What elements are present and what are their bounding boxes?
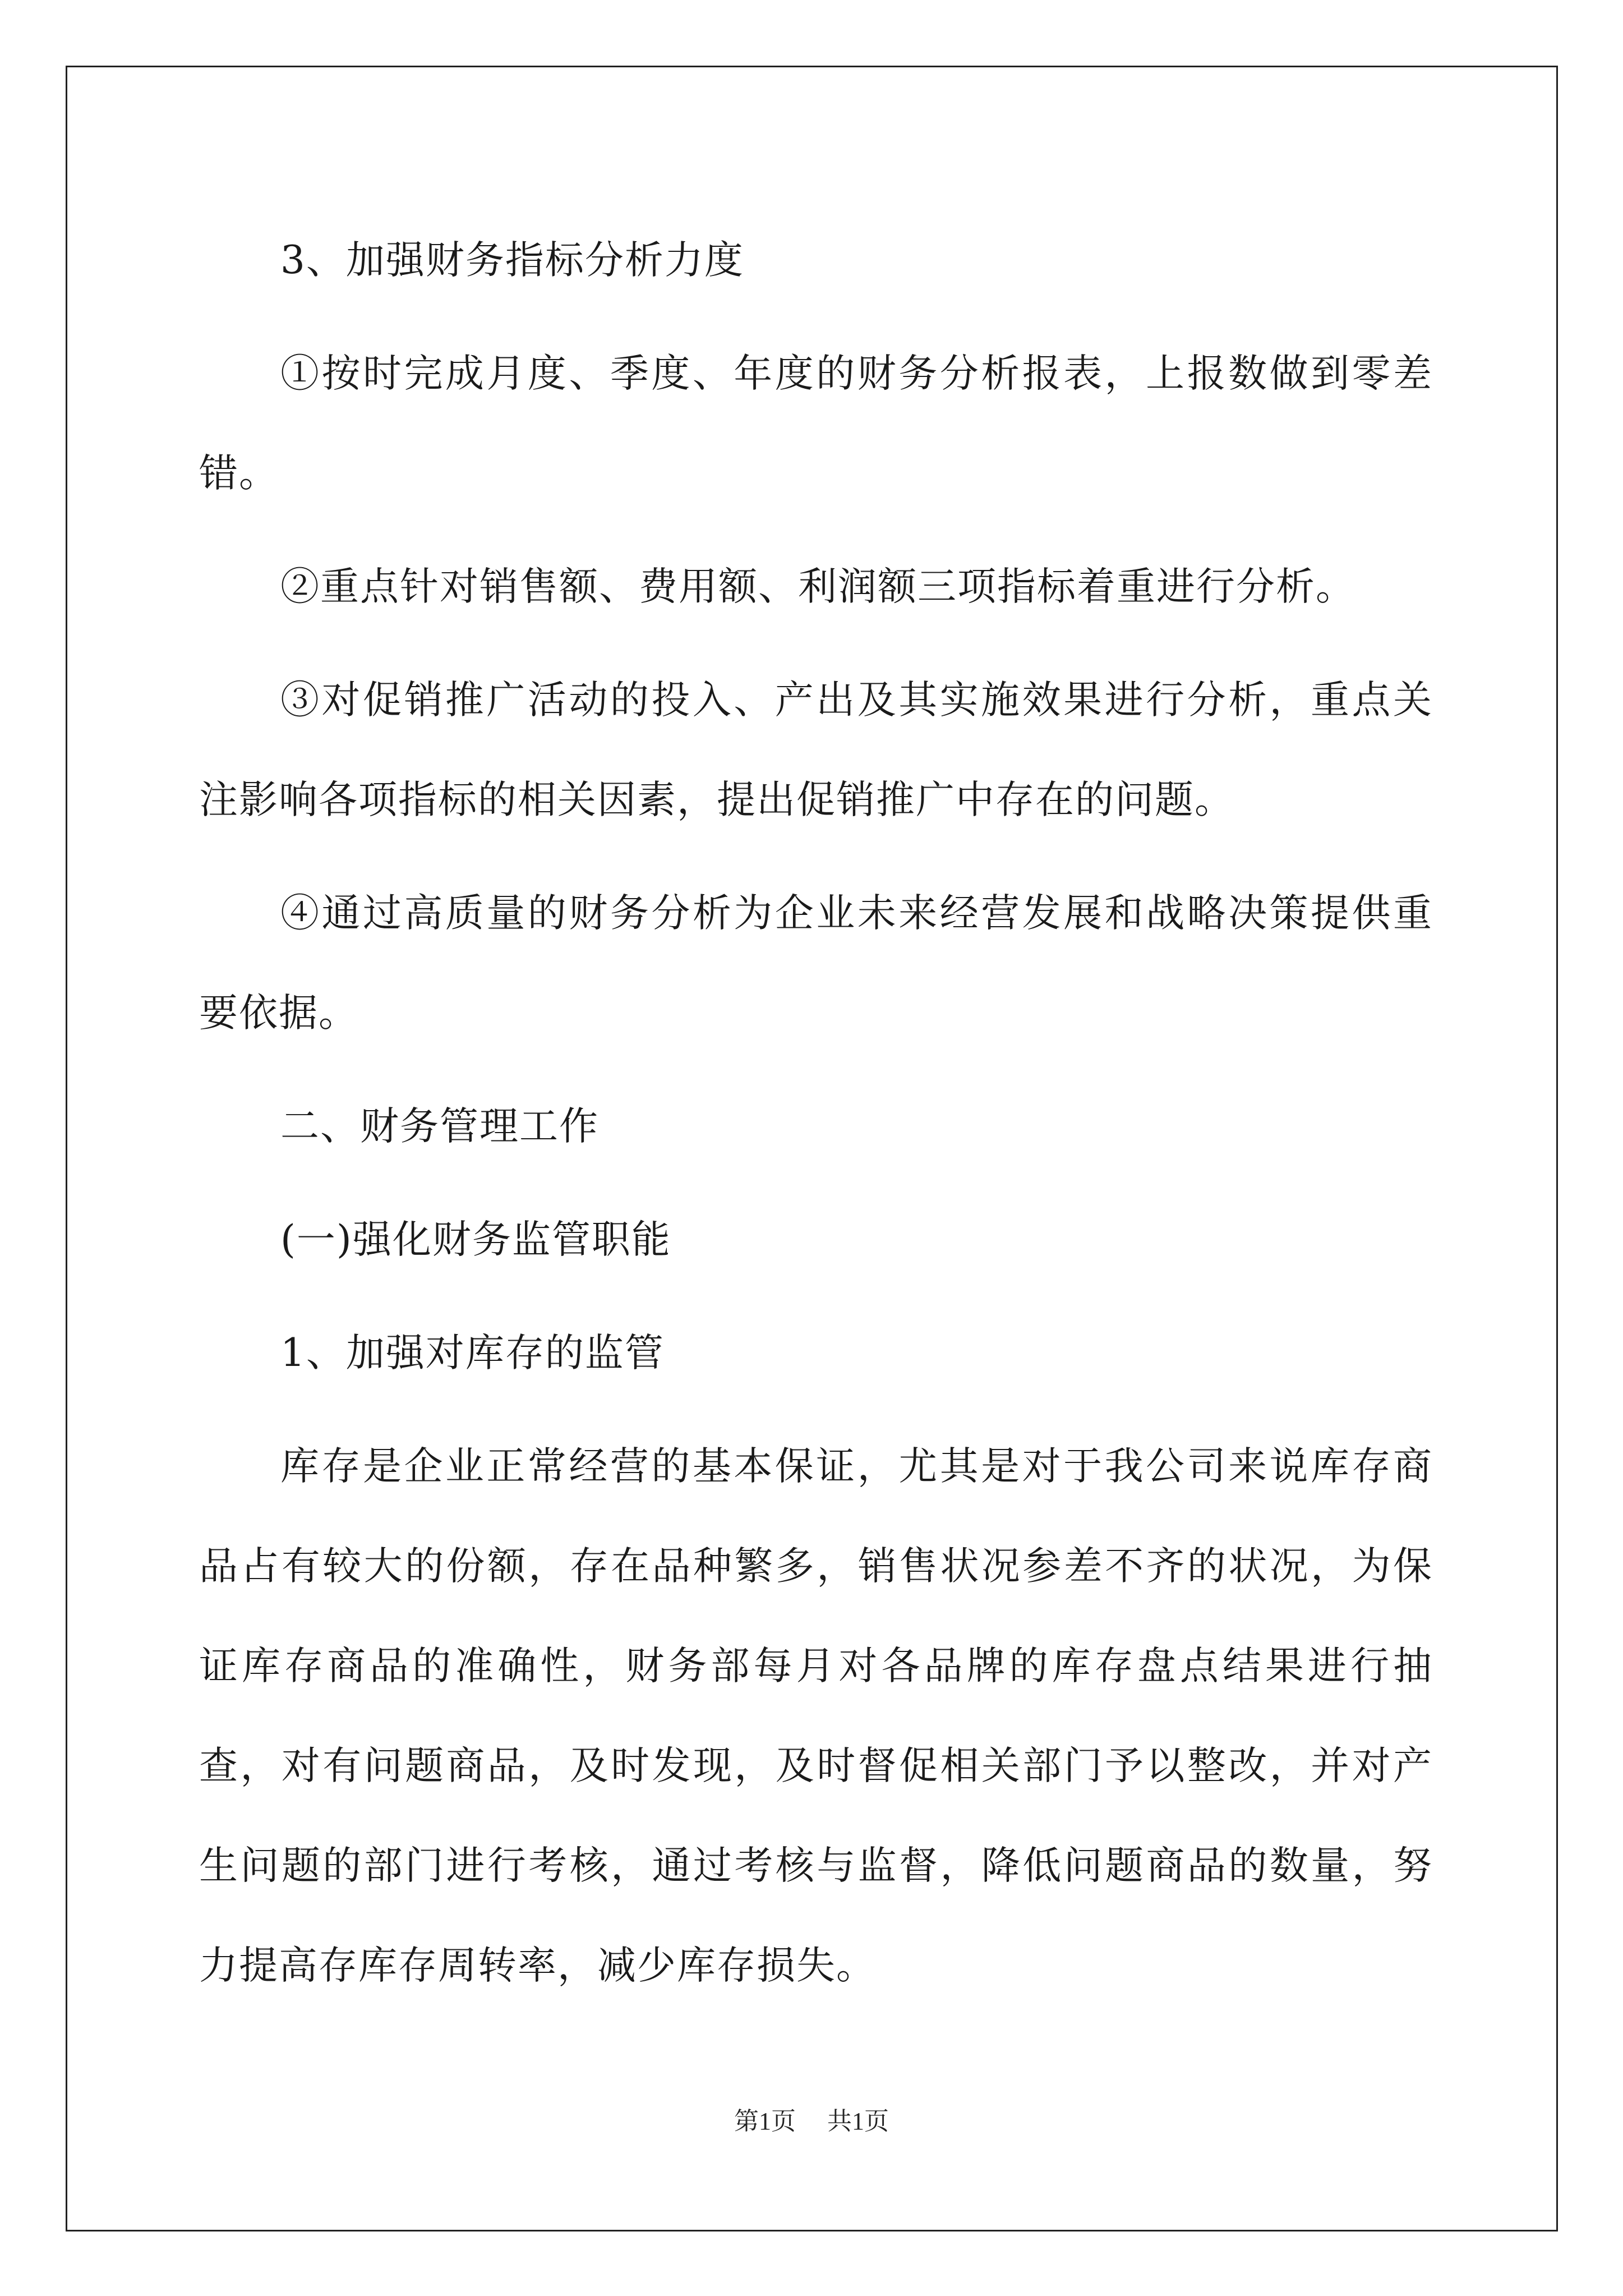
paragraph-item-1: ①按时完成月度、季度、年度的财务分析报表，上报数做到零差错。 — [199, 351, 1433, 496]
document-body — [199, 210, 1433, 2029]
paragraph-inventory: 库存是企业正常经营的基本保证，尤其是对于我公司来说库存商品占有较大的份额，存在品种繁多，销售状况参差不齐的状况，为保证库存商品的准确性，财务部每月对各品牌的库存盘点结果进行抽查，对有问题商品，及时发现，及时督促相关部门予以整改，并对产生问题的部门进行考核，通过考核与监督，降低问题商品的数量，努力提高存库存周转率，减少库存损失。 — [199, 1444, 1433, 1988]
heading-supervision: (一)强化财务监管职能 — [280, 1217, 671, 1262]
paragraph-item-4: ④通过高质量的财务分析为企业未来经营发展和战略决策提供重要依据。 — [199, 891, 1433, 1036]
paragraph-item-3: ③对促销推广活动的投入、产出及其实施效果进行分析，重点关注影响各项指标的相关因素，提出促销推广中存在的问题。 — [199, 678, 1433, 822]
heading-financial-analysis: 3、加强财务指标分析力度 — [280, 238, 744, 283]
paragraph-item-2: ②重点针对销售额、费用额、利润额三项指标着重进行分析。 — [280, 564, 1355, 609]
heading-inventory: 1、加强对库存的监管 — [280, 1331, 665, 1375]
heading-financial-management: 二、财务管理工作 — [280, 1104, 599, 1149]
page-footer — [0, 2101, 1623, 2137]
page-total: 共1页 — [827, 2108, 889, 2135]
page-number: 第1页 — [734, 2108, 796, 2135]
